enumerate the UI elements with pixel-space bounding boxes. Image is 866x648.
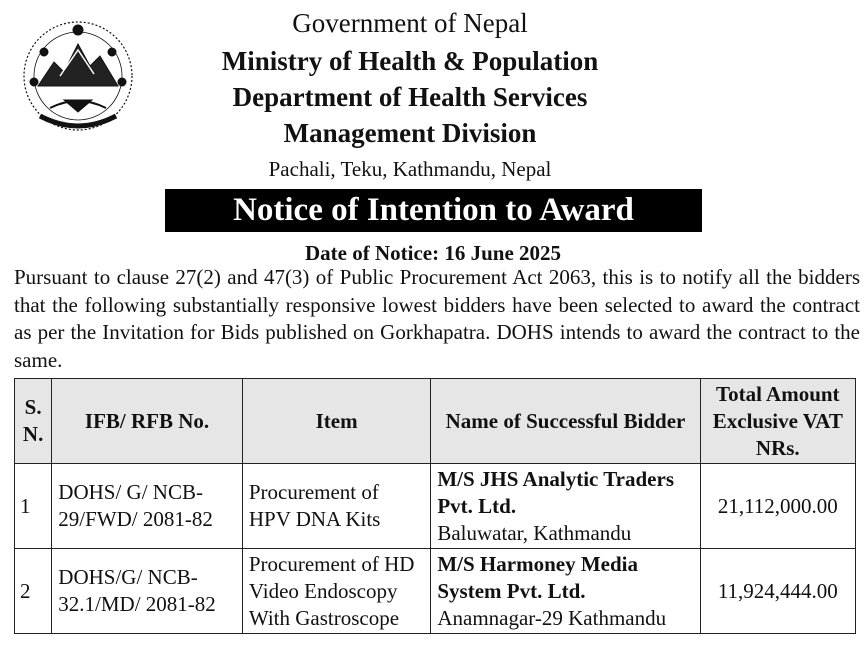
row-bidder (431, 464, 700, 549)
award-table (14, 378, 856, 634)
bidder-address: Baluwatar, Kathmandu (437, 520, 632, 545)
nepal-emblem-icon (20, 16, 136, 136)
division-heading: Management Division (283, 118, 537, 148)
header-sn: S. N. (15, 379, 52, 464)
bidder-name: M/S JHS Analytic Traders Pvt. Ltd. (437, 466, 674, 518)
table-row (15, 464, 856, 549)
government-heading: Government of Nepal (292, 8, 528, 38)
table-row (15, 549, 856, 634)
notice-title: Notice of Intention to Award (165, 189, 702, 232)
row-bidder (431, 549, 700, 634)
row-sn: 1 (15, 464, 52, 549)
row-item: Procurement of HD Video Endoscopy With Gastroscope (242, 549, 431, 634)
ministry-heading: Ministry of Health & Population (221, 46, 599, 76)
department-heading: Department of Health Services (232, 82, 588, 112)
header-item: Item (242, 379, 431, 464)
header-ifb: IFB/ RFB No. (52, 379, 243, 464)
notice-body: Pursuant to clause 27(2) and 47(3) of Public Procurement Act 2063, this is to notify all the bidders that the following substantially responsive lowest bidders have been selected to award the contract as per the Invitation for Bids published on Gorkhapatra. DOHS intends to award the contract to the same. (14, 265, 860, 372)
row-ifb: DOHS/G/ NCB-32.1/MD/ 2081-82 (52, 549, 243, 634)
office-address: Pachali, Teku, Kathmandu, Nepal (268, 157, 552, 181)
header-amount: Total Amount Exclusive VAT NRs. (700, 379, 855, 464)
row-ifb: DOHS/ G/ NCB-29/FWD/ 2081-82 (52, 464, 243, 549)
bidder-address: Anamnagar-29 Kathmandu (437, 605, 667, 630)
row-amount: 11,924,444.00 (700, 549, 855, 634)
header-bidder: Name of Successful Bidder (431, 379, 700, 464)
row-amount: 21,112,000.00 (700, 464, 855, 549)
row-item: Procurement of HPV DNA Kits (242, 464, 431, 549)
table-header-row (15, 379, 856, 464)
row-sn: 2 (15, 549, 52, 634)
notice-date: Date of Notice: 16 June 2025 (304, 241, 562, 265)
bidder-name: M/S Harmoney Media System Pvt. Ltd. (437, 551, 638, 603)
